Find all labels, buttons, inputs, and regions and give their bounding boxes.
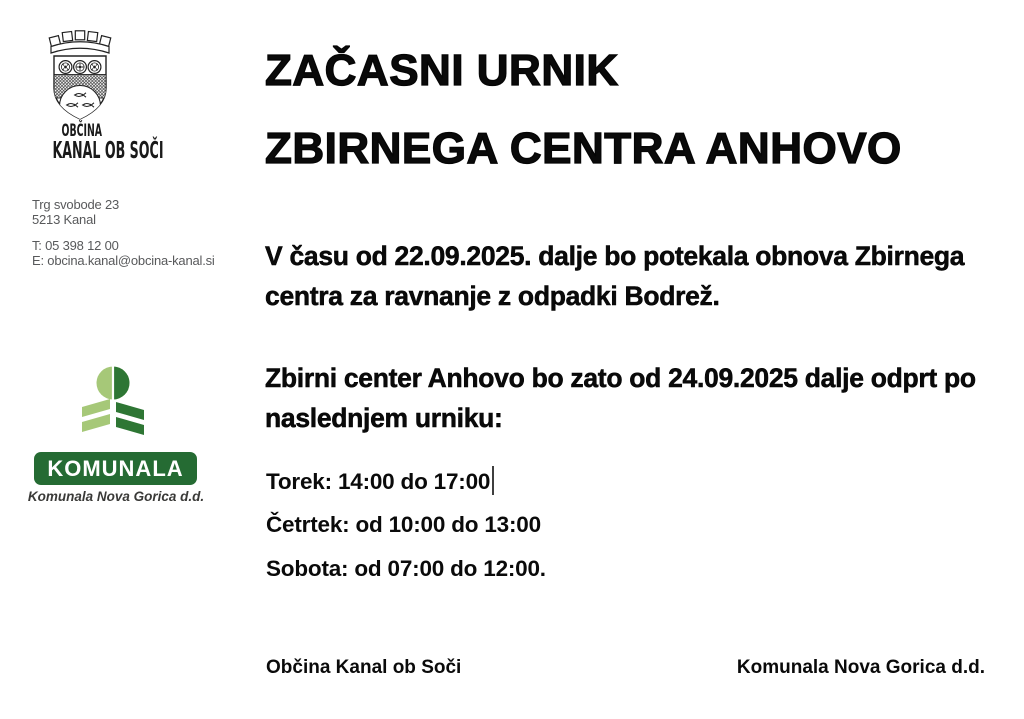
municipality-address: [32, 198, 215, 268]
footer-municipality-signature: Občina Kanal ob Soči: [266, 657, 462, 678]
notice-paragraph-new-schedule: Zbirni center Anhovo bo zato od 24.09.2025 dalje odprt po naslednjem urniku:: [265, 363, 976, 433]
schedule-line-tuesday-text: Torek: 14:00 do 17:00: [266, 469, 491, 494]
coat-of-arms-icon: [46, 25, 114, 127]
schedule-line-thursday: Četrtek: od 10:00 do 13:00: [266, 512, 541, 537]
municipality-name-line1: OBČINA: [61, 121, 103, 141]
municipality-name-line2: KANAL OB SOČI: [52, 138, 164, 164]
schedule-line-tuesday: [266, 466, 494, 497]
notice-title-line2: ZBIRNEGA CENTRA ANHOVO: [265, 124, 902, 173]
municipality-name: [7, 121, 164, 164]
komunala-company-name: Komunala Nova Gorica d.d.: [27, 489, 205, 504]
address-street: Trg svobode 23: [32, 197, 120, 212]
komunala-wordmark-banner: [34, 452, 197, 485]
address-email: E: obcina.kanal@obcina-kanal.si: [32, 252, 215, 268]
notice-title-line1: ZAČASNI URNIK: [265, 46, 619, 95]
footer-komunala-signature: Komunala Nova Gorica d.d.: [736, 657, 985, 678]
address-city: 5213 Kanal: [32, 211, 96, 227]
komunala-wordmark: KOMUNALA: [47, 456, 184, 481]
address-phone: T: 05 398 12 00: [32, 238, 119, 253]
komunala-plant-icon: [80, 363, 146, 443]
schedule-line-saturday: Sobota: od 07:00 do 12:00.: [266, 556, 546, 581]
notice-paragraph-renovation: V času od 22.09.2025. dalje bo potekala obnova Zbirnega centra za ravnanje z odpadki Bodrež.: [265, 241, 965, 311]
text-cursor: [492, 466, 494, 495]
